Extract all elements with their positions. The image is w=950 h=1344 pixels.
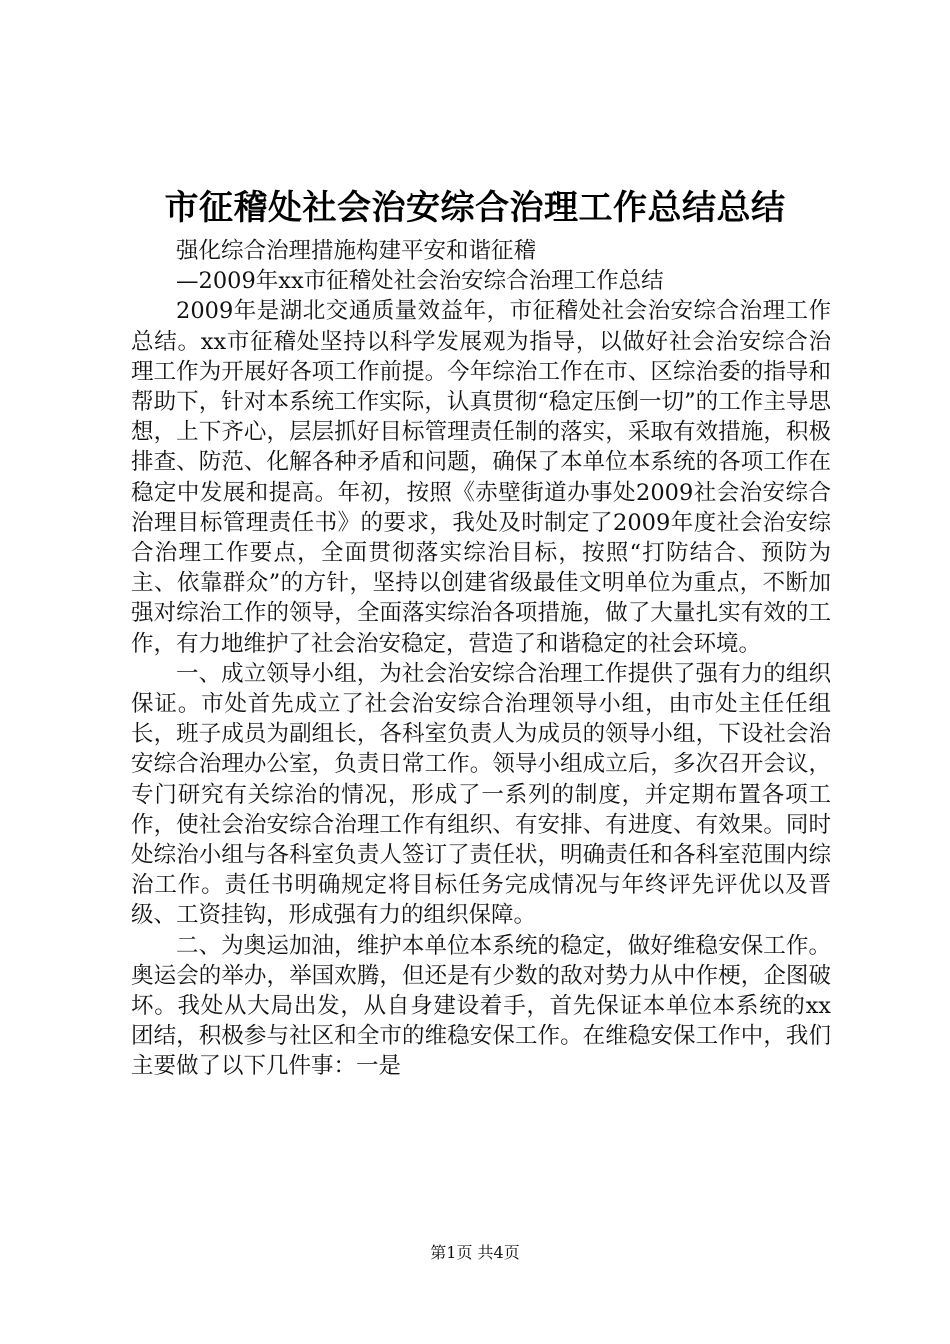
subtitle-line-1: 强化综合治理措施构建平安和谐征稽 bbox=[176, 238, 537, 264]
paragraph-intro: 2009年是湖北交通质量效益年，市征稽处社会治安综合治理工作总结。xx市征稽处坚持以科学发展观为指导，以做好社会治安综合治理工作为开展好各项工作前提。今年综治工作在市、区综治委的指导和帮助下，针对本系统工作实际，认真贯彻“稳定压倒一切”的工作主导思想，上下齐心，层层抓好目标管理责任制的落实，采取有效措施，积极排查、防范、化解各种矛盾和问题，确保了本单位本系统的各项工作在稳定中发展和提高。年初，按照《赤壁街道办事处2009社会治安综合治理目标管理责任书》的要求，我处及时制定了2009年度社会治安综合治理工作要点，全面贯彻落实综治目标，按照“打防结合、预防为主、依靠群众”的方针，坚持以创建省级最佳文明单位为重点，不断加强对综治工作的领导，全面落实综治各项措施，做了大量扎实有效的工作，有力地维护了社会治安稳定，营造了和谐稳定的社会环境。 bbox=[131, 298, 831, 657]
paragraph-section-1: 一、成立领导小组，为社会治安综合治理工作提供了强有力的组织保证。市处首先成立了社会治安综合治理领导小组，由市处主任任组长，班子成员为副组长，各科室负责人为成员的领导小组，下设社会治安综合治理办公室，负责日常工作。领导小组成立后，多次召开会议，专门研究有关综治的情况，形成了一系列的制度，并定期布置各项工作，使社会治安综合治理工作有组织、有安排、有进度、有效果。同时处综治小组与各科室负责人签订了责任状，明确责任和各科室范围内综治工作。责任书明确规定将目标任务完成情况与年终评先评优以及晋级、工资挂钩，形成强有力的组织保障。 bbox=[131, 660, 831, 929]
page-title: 市征稽处社会治安综合治理工作总结总结 bbox=[164, 188, 786, 228]
page-footer: 第1页 共4页 bbox=[430, 1243, 520, 1262]
document-body bbox=[131, 236, 831, 1082]
paragraph-section-2: 二、为奥运加油，维护本单位本系统的稳定，做好维稳安保工作。奥运会的举办，举国欢腾，但还是有少数的敌对势力从中作梗，企图破坏。我处从大局出发，从自身建设着手，首先保证本单位本系统的xx团结，积极参与社区和全市的维稳安保工作。在维稳安保工作中，我们主要做了以下几件事：一是 bbox=[131, 932, 831, 1080]
subtitle-line-2: —2009年xx市征稽处社会治安综合治理工作总结 bbox=[176, 268, 664, 295]
